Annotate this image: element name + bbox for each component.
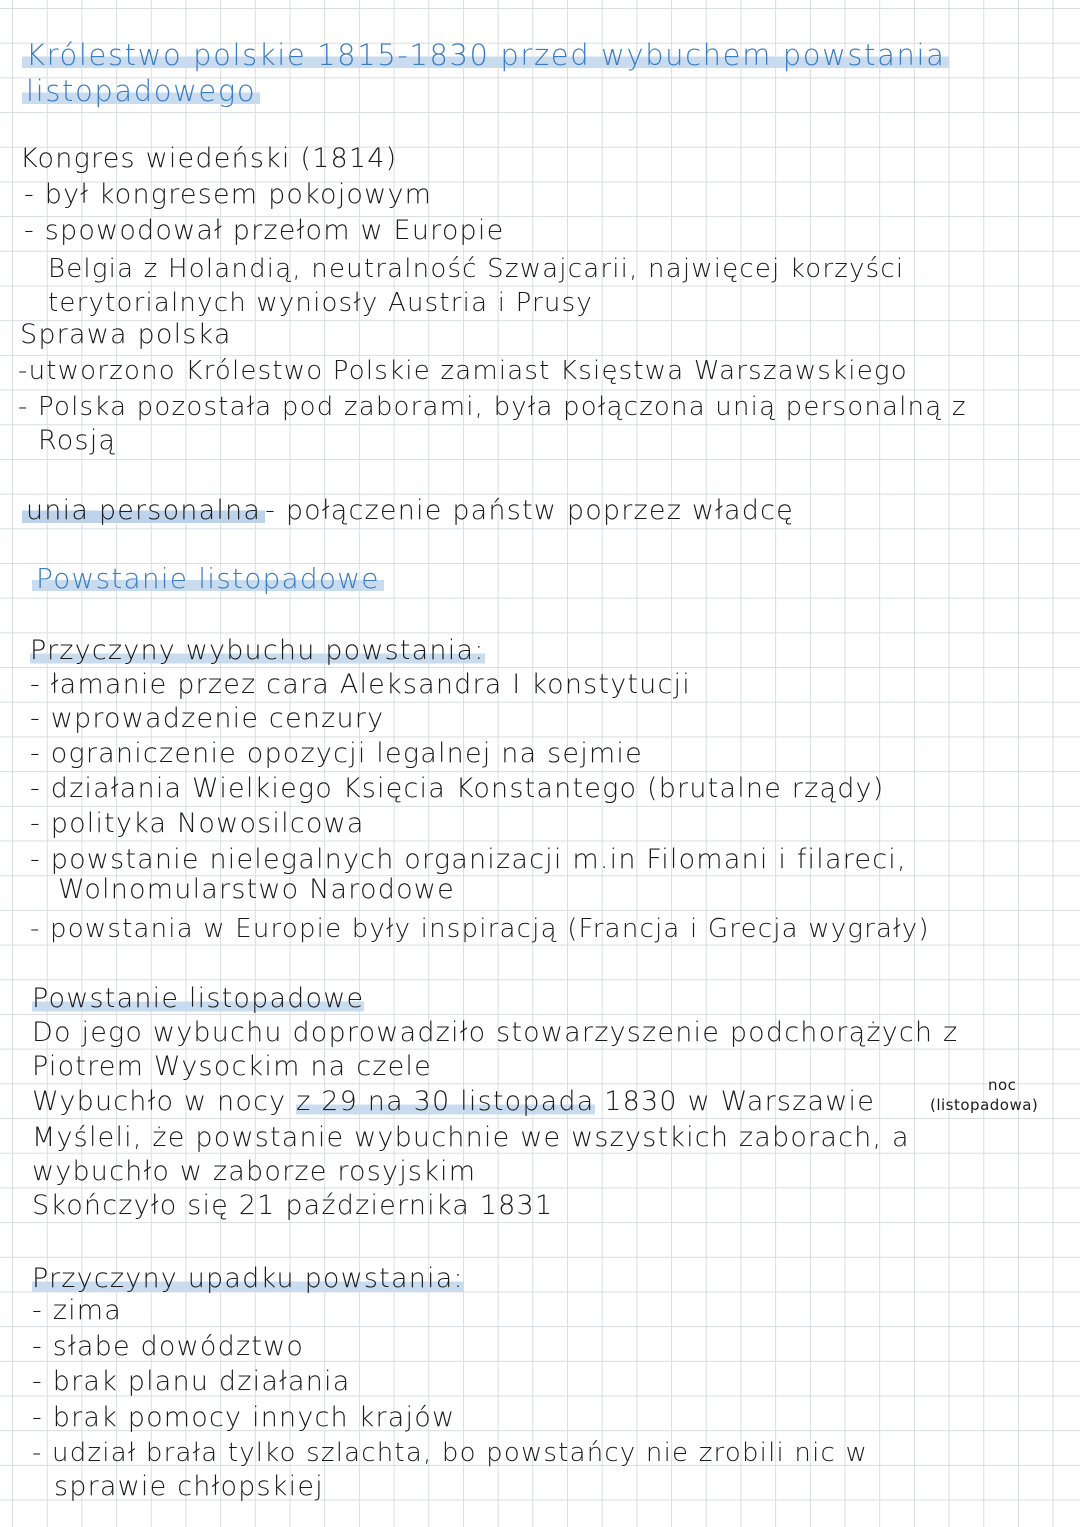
powstanie-line-3 — [32, 1085, 875, 1119]
przyczyny-item-7: - powstania w Europie były inspiracją (Francja i Grecja wygrały) — [30, 914, 930, 944]
upadek-item-4: - brak pomocy innych krajów — [32, 1402, 456, 1433]
powstanie-line-4: Myśleli, że powstanie wybuchnie we wszystkich zaborach, a — [32, 1122, 910, 1153]
page-title-line-2 — [22, 74, 260, 108]
powstanie-line-1: Do jego wybuchu doprowadziło stowarzyszenie podchorążych z — [32, 1017, 959, 1048]
przyczyny-item-1: - łamanie przez cara Aleksandra I konstytucji — [30, 669, 691, 700]
definition-text: - połączenie państw poprzez władcę — [265, 495, 794, 526]
upadek-item-2: - słabe dowództwo — [32, 1331, 305, 1362]
page-title-line-1 — [22, 38, 949, 72]
powstanie-heading — [32, 982, 364, 1016]
kongres-line-1: - był kongresem pokojowym — [24, 179, 433, 210]
sprawa-polska-heading: Sprawa polska — [20, 319, 232, 350]
upadek-heading-text: Przyczyny upadku powstania: — [32, 1263, 464, 1294]
przyczyny-item-5: - polityka Nowosilcowa — [30, 808, 365, 839]
note-listopadowa: (listopadowa) — [930, 1096, 1039, 1114]
przyczyny-item-2: - wprowadzenie cenzury — [30, 703, 385, 734]
kongres-line-7: Rosją — [38, 425, 117, 456]
note-noc: noc — [988, 1076, 1017, 1094]
przyczyny-item-6: - powstanie nielegalnych organizacji m.in Filomani i filareci, — [30, 844, 907, 875]
section-title-powstanie-text: Powstanie listopadowe — [32, 562, 384, 595]
section-title-powstanie — [32, 562, 384, 596]
upadek-item-1: - zima — [32, 1295, 123, 1326]
kongres-line-5: -utworzono Królestwo Polskie zamiast Księstwa Warszawskiego — [18, 356, 908, 386]
powstanie-line-3-a: Wybuchło w nocy — [32, 1086, 297, 1117]
przyczyny-item-3: - ograniczenie opozycji legalnej na sejmie — [30, 738, 643, 769]
kongres-heading: Kongres wiedeński (1814) — [20, 143, 398, 174]
powstanie-line-5: wybuchło w zaborze rosyjskim — [32, 1156, 477, 1187]
upadek-item-3: - brak planu działania — [32, 1366, 351, 1397]
powstanie-date-highlight: z 29 na 30 listopada — [296, 1086, 595, 1117]
kongres-line-6: - Polska pozostała pod zaborami, była połączona unią personalną z — [18, 392, 967, 422]
definition-term: unia personalna — [22, 495, 265, 526]
przyczyny-heading — [30, 634, 485, 668]
upadek-item-5-cont: sprawie chłopskiej — [54, 1471, 324, 1502]
kongres-line-3: Belgia z Holandią, neutralność Szwajcarii, najwięcej korzyści — [48, 254, 905, 284]
powstanie-line-6: Skończyło się 21 października 1831 — [32, 1190, 554, 1221]
przyczyny-item-4: - działania Wielkiego Księcia Konstantego (brutalne rządy) — [30, 773, 885, 804]
definition-line — [22, 494, 794, 528]
upadek-item-5: - udział brała tylko szlachta, bo powstańcy nie zrobili nic w — [32, 1438, 868, 1468]
upadek-heading — [32, 1262, 464, 1296]
przyczyny-item-6-cont: Wolnomularstwo Narodowe — [58, 874, 455, 905]
powstanie-line-3-c: 1830 w Warszawie — [594, 1086, 876, 1117]
przyczyny-heading-text: Przyczyny wybuchu powstania: — [30, 635, 485, 666]
kongres-line-4: terytorialnych wyniosły Austria i Prusy — [48, 288, 593, 318]
powstanie-heading-text: Powstanie listopadowe — [32, 983, 365, 1014]
kongres-line-2: - spowodował przełom w Europie — [24, 215, 505, 246]
page-title-text-1: Królestwo polskie 1815-1830 przed wybuchem powstania — [22, 38, 949, 72]
powstanie-line-2: Piotrem Wysockim na czele — [32, 1051, 432, 1082]
page-title-text-2: listopadowego — [22, 74, 260, 108]
